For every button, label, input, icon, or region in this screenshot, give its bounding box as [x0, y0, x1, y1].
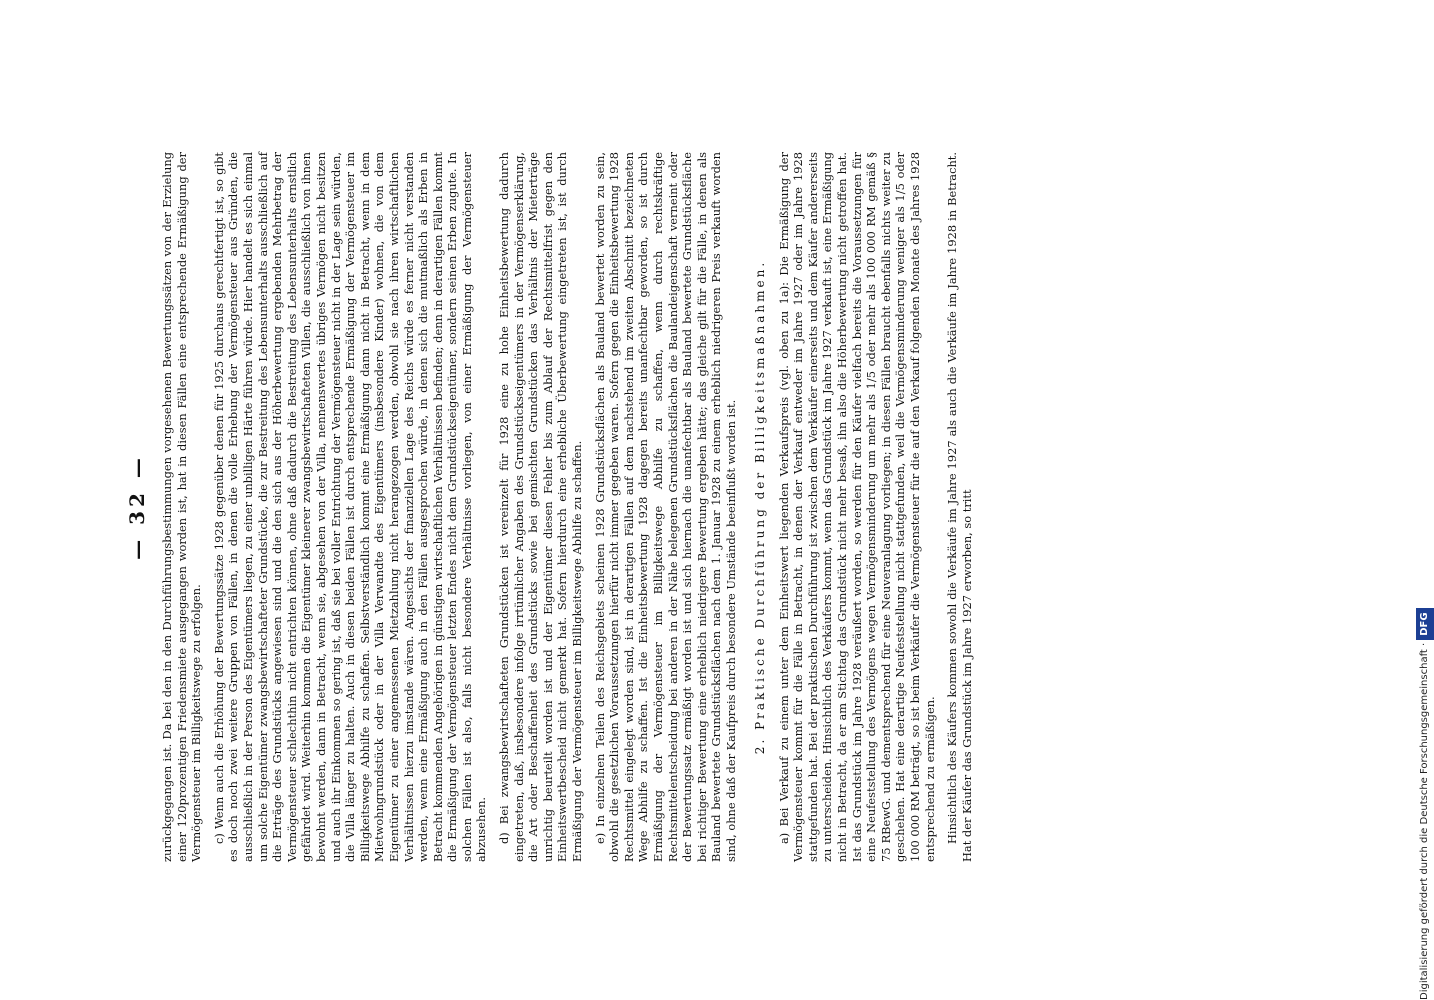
paragraph-a: a) Bei Verkauf zu einem unter dem Einheitswert liegenden Verkaufspreis (vgl. oben zu 1a): Die Ermäßigung der Vermögensteuer kommt für die Fälle in Betracht, in denen der Verkauf entweder im Jahre 1927 oder im Jahre 1928 stattgefunden hat. Bei der praktischen Durchführung ist zwischen dem Verkäufer einerseits und dem Käufer andererseits zu unterscheiden. Hinsichtlich des Verkäufers kommt, wenn das Grundstück im Jahre 1927 verkauft ist, eine Ermäßigung nicht in Betracht, da er am Stichtag das Grundstück nicht mehr besaß, ihn also die Höherbewertung nicht getroffen hat. Ist das Grundstück im Jahre 1928 veräußert worden, so werden für den Käufer vielfach bereits die Voraussetzungen für eine Neufeststellung des Vermögens wegen Vermögensminderung um mehr als 1/5 oder mehr als 100 000 RM gemäß § 75 RBewG. und dementsprechend für eine Neuveranlagung vorliegen; in diesen Fällen braucht ebenfalls nichts weiter zu geschehen. Hat eine derartige Neufeststellung nicht stattgefunden, weil die Vermögensminderung weniger als 1/5 oder 100 000 RM beträgt, so ist beim Verkäufer die Vermögensteuer für die auf den Verkauf folgenden Monate des Jahres 1928 entsprechend zu ermäßigen. [776, 152, 937, 862]
funding-note-text: Digitalisierung gefördert durch die Deutsche Forschungsgemeinschaft · [1419, 642, 1430, 1000]
paragraph-c: c) Wenn auch die Erhöhung der Bewertungssätze 1928 gegenüber denen für 1925 durchaus gerechtfertigt ist, so gibt es doch noch zwei weitere Gruppen von Fällen, in denen die volle Erhebung der Vermögensteuer aus Gründen, die ausschließlich in der Person des Eigentümers liegen, zu einer unbilligen Härte führen würde. Hier handelt es sich einmal um solche Eigentümer zwangsbewirtschafteter Grundstücke, die zur Bestreitung des Lebensunterhalts ausschließlich auf die Erträge des Grundstücks angewiesen sind und die den sich aus der Höherbewertung ergebenden Mehrbetrag der Vermögensteuer schlechthin nicht entrichten können, ohne daß dadurch die Bestreitung des Lebensunterhalts ernstlich gefährdet wird. Weiterhin kommen die Eigentümer kleinerer zwangsbewirtschafteten Villen, die ausschließlich von ihnen bewohnt werden, dann in Betracht, wenn sie, abgesehen von der Villa, nennenswertes übriges Vermögen nicht besitzen und auch ihr Einkommen so gering ist, daß sie bei voller Entrichtung der Vermögensteuer nicht in der Lage sein würden, die Villa länger zu halten. Auch in diesen beiden Fällen ist durch entsprechende Ermäßigung der Vermögensteuer im Billigkeitswege Abhilfe zu schaffen. Selbstverständlich kommt eine Ermäßigung dann nicht in Betracht, wenn in dem Mietwohngrundstück oder in der Villa Verwandte des Eigentümers (insbesondere Kinder) wohnen, die von dem Eigentümer zu einer angemessenen Mietzahlung nicht herangezogen werden, obwohl sie nach ihren wirtschaftlichen Verhältnissen hierzu imstande wären. Angesichts der finanziellen Lage des Reichs würde es ferner nicht verstanden werden, wenn eine Ermäßigung auch in den Fällen ausgesprochen würde, in denen sich die mutmaßlich als Erben in Betracht kommenden Angehörigen in günstigen wirtschaftlichen Verhältnissen befinden; denn in derartigen Fällen kommt die Ermäßigung der Vermögensteuer letzten Endes nicht dem Grundstückseigentümer, sondern seinen Erben zugute. In solchen Fällen ist also, falls nicht besondere Verhältnisse vorliegen, von einer Ermäßigung der Vermögensteuer abzusehen. [211, 152, 489, 862]
paragraph-d: d) Bei zwangsbewirtschafteten Grundstücken ist vereinzelt für 1928 eine zu hohe Einheitsbewertung dadurch eingetreten, daß, insbesondere infolge irrtümlicher Angaben des Grundstückseigentümers in der Vermögenserklärung, die Art oder Beschaffenheit des Grundstücks sowie bei gemischten Grundstücken das Verhältnis der Mieterträge unrichtig beurteilt worden ist und der Eigentümer diesen Fehler bis zum Ablauf der Rechtsmittelfrist gegen den Einheitswertbescheid nicht gemerkt hat. Sofern hierdurch eine erhebliche Überbewertung eingetreten ist, ist durch Ermäßigung der Vermögensteuer im Billigkeitswege Abhilfe zu schaffen. [497, 152, 585, 862]
funding-note [1416, 10, 1434, 1000]
paragraph-e: e) In einzelnen Teilen des Reichsgebiets scheinen 1928 Grundstücksflächen als Bauland bewertet worden zu sein, obwohl die gesetzlichen Voraussetzungen hierfür nicht immer gegeben waren. Sofern gegen die Einheitsbewertung 1928 Rechtsmittel eingelegt worden sind, ist in derartigen Fällen auf dem nachstehend im zweiten Abschnitt bezeichneten Wege Abhilfe zu schaffen. Ist die Einheitsbewertung 1928 dagegen bereits unanfechtbar geworden, so ist durch Ermäßigung der Vermögensteuer im Billigkeitswege Abhilfe zu schaffen, wenn durch rechtskräftige Rechtsmittelentscheidung bei anderen in der Nähe belegenen Grundstücksflächen die Baulandeigenschaft verneint oder der Bewertungssatz ermäßigt worden ist und sich hiernach die unanfechtbar als Bauland bewertete Grundstücksfläche bei richtiger Bewertung eine erheblich niedrigere Bewertung ergeben hätte; das gleiche gilt für die Fälle, in denen als Bauland bewertete Grundstücksflächen nach dem 1. Januar 1928 zu einem erheblich niedrigeren Preis verkauft worden sind, ohne daß der Kaufpreis durch besondere Umstände beeinflußt worden ist. [592, 152, 738, 862]
rotated-page [120, 152, 1295, 862]
paragraph-intro: zurückgegangen ist. Da bei den in den Durchführungsbestimmungen vorgesehenen Bewertungssätzen von der Erzielung einer 120prozentigen Friedensmiete ausgegangen worden ist, hat in diesen Fällen eine entsprechende Ermäßigung der Vermögensteuer im Billigkeitswege zu erfolgen. [160, 152, 204, 862]
dfg-logo: DFG [1416, 608, 1434, 639]
paragraph-kaeufer: Hinsichtlich des Käufers kommen sowohl die Verkäufe im Jahre 1927 als auch die Verkäufe im Jahre 1928 in Betracht. Hat der Käufer das Grundstück im Jahre 1927 erworben, so tritt [945, 152, 974, 862]
page-number: — 32 — [125, 454, 149, 560]
section-title: 2. Praktische Durchführung der Billigkeitsmaßnahmen. [752, 259, 767, 755]
